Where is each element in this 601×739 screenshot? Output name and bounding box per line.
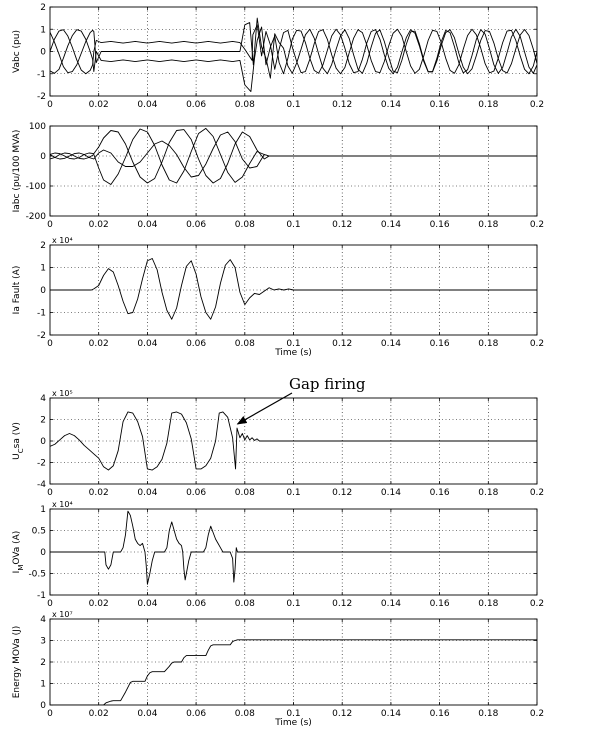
x-axis-label: Time (s) [275,348,312,358]
x-tick-label: 0.08 [234,709,255,719]
y-tick-label: -1 [37,69,46,80]
x-tick-label: 0.04 [137,599,158,609]
x-axis-label: Time (s) [275,718,312,728]
y-tick-label: 1 [40,505,46,515]
y-axis-label: Iabc (pu/100 MVA) [12,129,22,213]
y-axis-exponent: x 10⁴ [52,236,73,245]
x-tick-label: 0.1 [286,709,301,719]
y-axis-label: Energy MOVa (J) [12,625,22,699]
x-tick-label: 0.06 [186,709,207,719]
x-tick-label: 0.12 [332,709,353,719]
y-tick-label: -2 [37,92,46,102]
x-tick-label: 0.2 [529,709,545,719]
x-tick-label: 0.04 [137,709,158,719]
y-tick-label: 0 [40,152,46,162]
x-tick-label: 0.1 [286,599,301,609]
x-tick-label: 0 [47,709,53,719]
x-tick-label: 0.14 [380,100,401,110]
y-axis-label [12,531,25,574]
y-tick-label: 2 [40,241,46,251]
x-tick-label: 0 [47,220,53,230]
y-axis-label-sub: C [17,448,25,454]
x-tick-label: 0 [47,599,53,609]
x-tick-label: 0 [47,339,53,349]
x-tick-label: 0.2 [529,599,545,609]
y-tick-label: -200 [25,212,46,222]
x-tick-label: 0.08 [234,100,255,110]
x-tick-label: 0.1 [286,488,301,498]
x-tick-label: 0.2 [529,488,545,498]
y-tick-label: -2 [37,458,46,469]
y-tick-label: 4 [40,394,46,404]
y-tick-label: 0 [40,701,46,711]
y-tick-label: -4 [37,480,46,490]
x-tick-label: 0.02 [88,709,109,719]
y-tick-label: -1 [37,591,46,601]
y-axis-label-main: U [12,453,22,460]
x-tick-label: 0.14 [380,599,401,609]
y-tick-label: 0.5 [31,526,46,537]
x-tick-label: 0.12 [332,100,353,110]
y-tick-label: -100 [25,182,46,192]
x-tick-label: 0.04 [137,220,158,230]
y-tick-label: 0 [40,47,46,58]
y-tick-label: 4 [40,615,46,625]
y-tick-label: 0 [40,286,46,296]
x-tick-label: 0.2 [529,220,545,230]
x-tick-label: 0.04 [137,339,158,349]
x-tick-label: 0 [47,488,53,498]
y-axis-label [12,422,25,460]
x-tick-label: 0.02 [88,599,109,609]
x-tick-label: 0.12 [332,220,353,230]
x-tick-label: 0.1 [286,220,301,230]
y-axis-label-rest: OVa (A) [12,530,22,565]
x-tick-label: 0.02 [88,220,109,230]
x-tick-label: 0.06 [186,339,207,349]
y-tick-label: 1 [40,25,46,36]
x-tick-label: 0.08 [234,339,255,349]
chart-panel-vabc [12,3,544,110]
x-tick-label: 0.16 [429,339,450,349]
series-line-2 [50,27,537,92]
y-axis-label-sub: M [17,564,25,571]
x-tick-label: 0.12 [332,599,353,609]
x-tick-label: 0.16 [429,100,450,110]
x-tick-label: 0.14 [380,488,401,498]
annotation-label: Gap firing [289,375,366,393]
y-axis-label-rest: sa (V) [12,422,22,449]
x-tick-label: 0.04 [137,488,158,498]
y-axis-exponent: x 10⁷ [52,610,73,619]
x-tick-label: 0.1 [286,100,301,110]
x-tick-label: 0.02 [88,100,109,110]
x-tick-label: 0.16 [429,220,450,230]
x-tick-label: 0.18 [478,339,499,349]
chart-panel-iabc [12,122,544,230]
y-axis-label-main: I [12,570,22,574]
x-tick-label: 0.18 [478,488,499,498]
x-tick-label: 0 [47,100,53,110]
y-tick-label: -1 [37,308,46,319]
y-tick-label: 100 [28,122,46,132]
x-tick-label: 0.16 [429,709,450,719]
x-tick-label: 0.02 [88,339,109,349]
y-tick-label: 0 [40,548,46,558]
x-tick-label: 0.2 [529,100,545,110]
y-axis-label: Vabc (pu) [12,30,22,73]
chart-panel-uc-sa [12,375,544,498]
y-axis-exponent: x 10⁵ [52,389,73,398]
y-tick-label: 3 [40,636,46,647]
x-tick-label: 0.06 [186,220,207,230]
y-axis-exponent: x 10⁴ [52,500,73,509]
x-tick-label: 0.16 [429,488,450,498]
y-tick-label: 1 [40,263,46,274]
y-tick-label: 2 [40,3,46,13]
chart-panel-ia-fault [12,236,544,358]
y-axis-label: Ia Fault (A) [12,265,22,315]
x-tick-label: 0.12 [332,339,353,349]
x-tick-label: 0.08 [234,488,255,498]
y-tick-label: 2 [40,658,46,668]
x-tick-label: 0.1 [286,339,301,349]
x-tick-label: 0.18 [478,599,499,609]
x-tick-label: 0.2 [529,339,545,349]
y-tick-label: 2 [40,415,46,426]
x-tick-label: 0.04 [137,100,158,110]
x-tick-label: 0.08 [234,599,255,609]
x-tick-label: 0.14 [380,220,401,230]
x-tick-label: 0.18 [478,100,499,110]
x-tick-label: 0.18 [478,220,499,230]
x-tick-label: 0.08 [234,220,255,230]
x-tick-label: 0.06 [186,488,207,498]
y-tick-label: 1 [40,679,46,690]
x-tick-label: 0.12 [332,488,353,498]
y-tick-label: -2 [37,331,46,341]
x-tick-label: 0.06 [186,100,207,110]
x-tick-label: 0.18 [478,709,499,719]
chart-panel-energy-mova [12,610,544,728]
chart-panel-i-mova [12,500,544,609]
x-tick-label: 0.14 [380,339,401,349]
x-tick-label: 0.02 [88,488,109,498]
x-tick-label: 0.14 [380,709,401,719]
x-tick-label: 0.16 [429,599,450,609]
y-tick-label: 0 [40,437,46,447]
x-tick-label: 0.06 [186,599,207,609]
y-tick-label: -0.5 [28,569,46,580]
